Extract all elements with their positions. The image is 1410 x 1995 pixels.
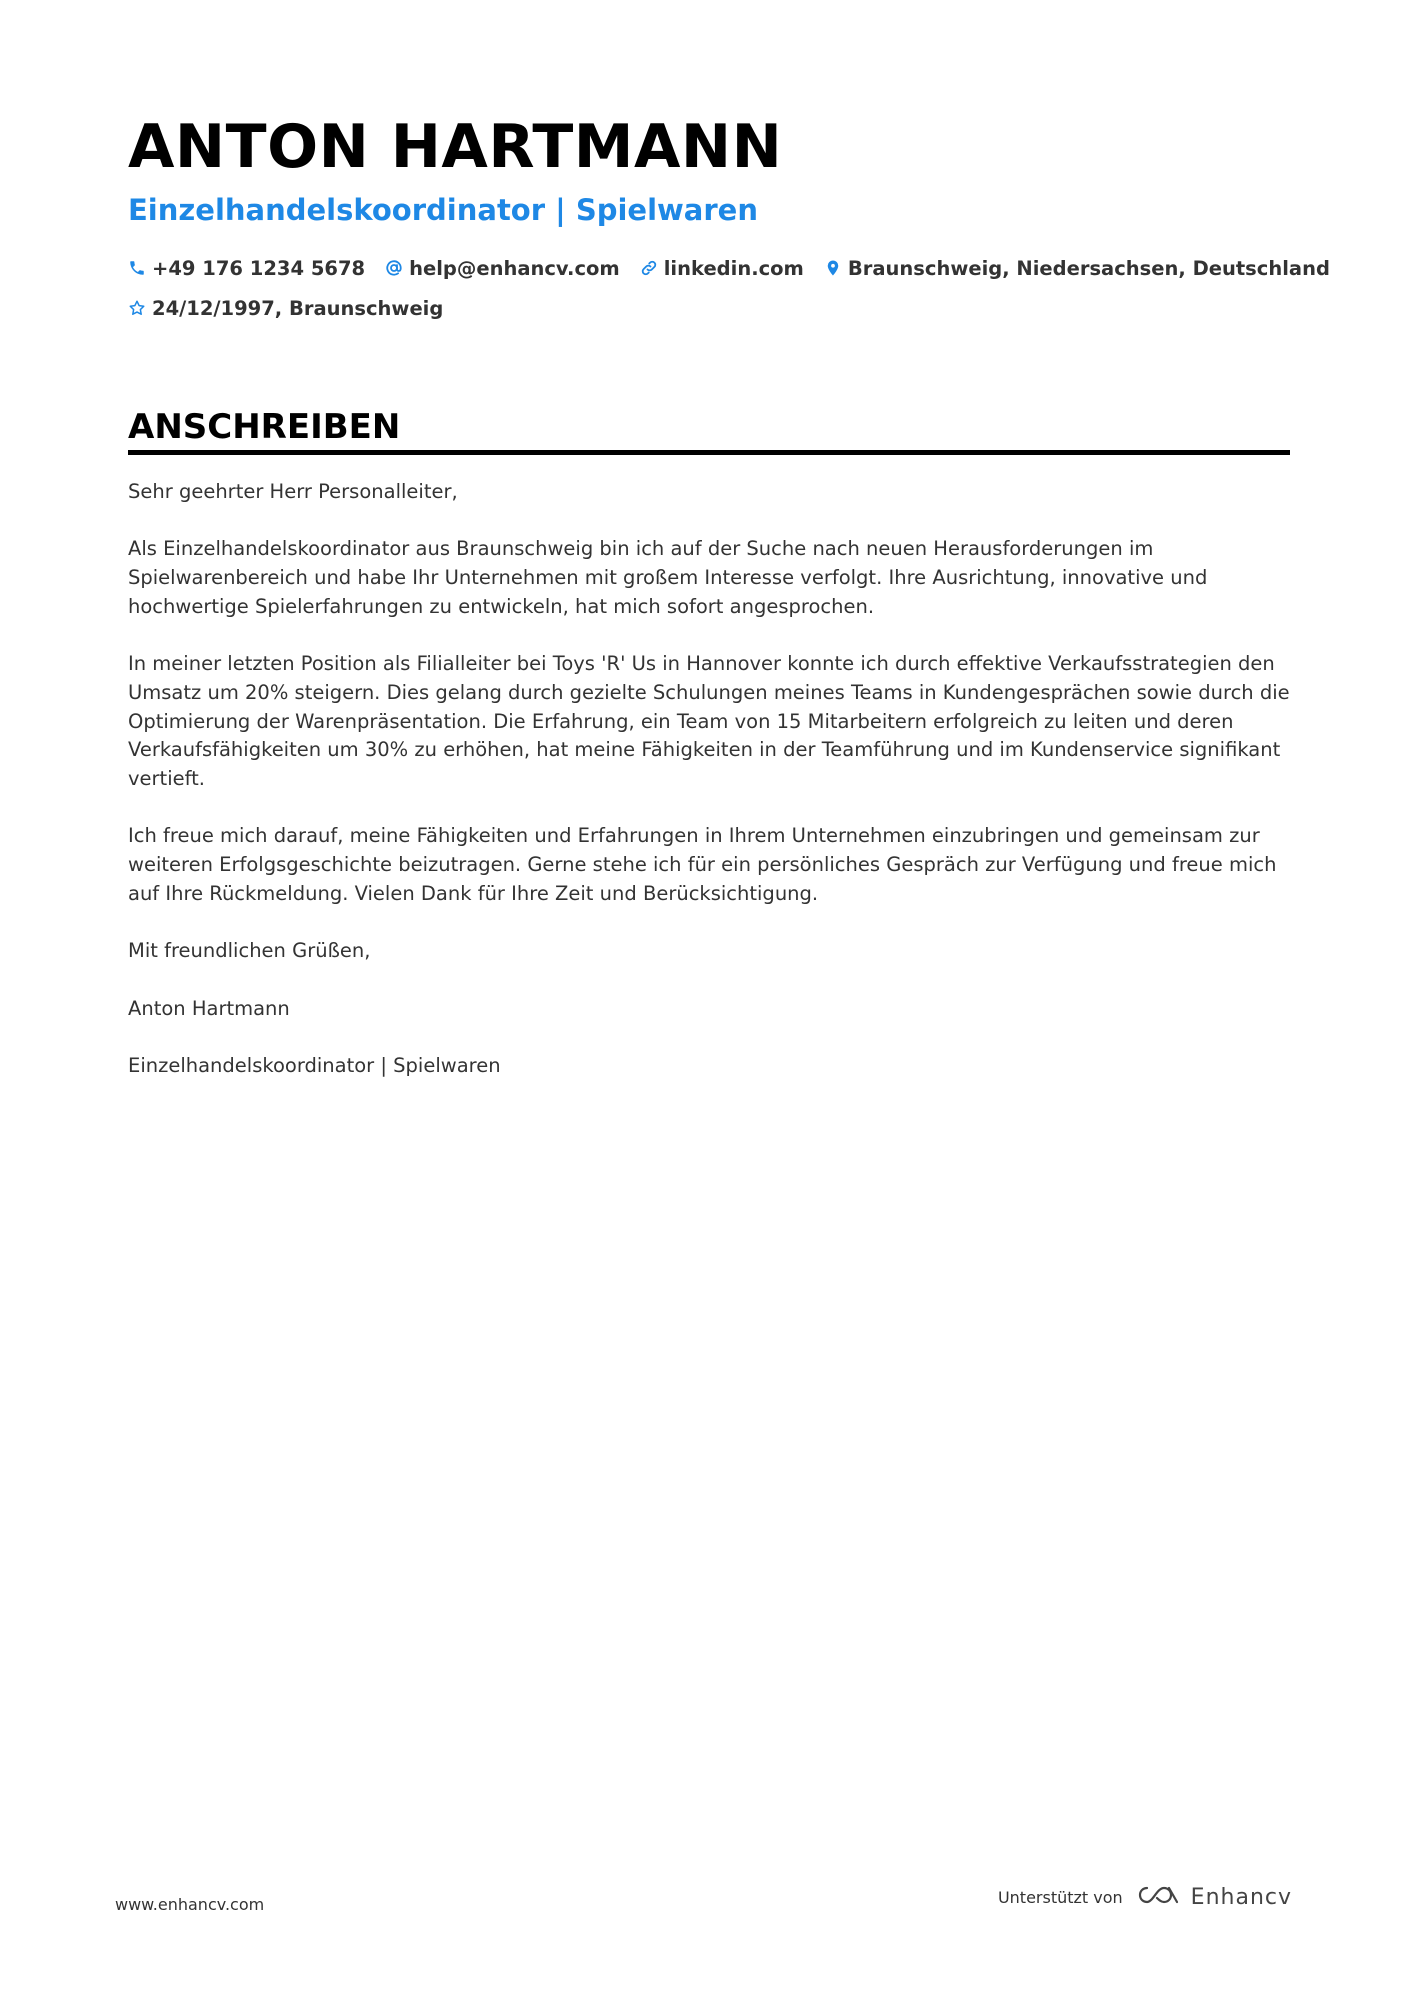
powered-by-label: Unterstützt von xyxy=(997,1887,1123,1907)
infinity-logo-icon xyxy=(1135,1882,1191,1912)
section-title: ANSCHREIBEN xyxy=(128,407,401,447)
letter-body xyxy=(128,478,1290,1109)
footer-branding[interactable] xyxy=(998,1882,1292,1912)
contact-info xyxy=(128,252,1330,332)
birth-text: 24/12/1997, Braunschweig xyxy=(152,296,444,320)
letter-paragraph: Als Einzelhandelskoordinator aus Braunschweig bin ich auf der Suche nach neuen Herausforderungen im Spielwarenbereich und habe Ihr Unternehmen mit großem Interesse verfolgt. Ihre Ausrichtung, innovative und hochwertige Spielerfahrungen zu entwickeln, hat mich sofort angesprochen. xyxy=(128,537,1208,618)
contact-row-1 xyxy=(128,252,1330,284)
letter-paragraph: In meiner letzten Position als Filialleiter bei Toys 'R' Us in Hannover konnte ich durch effektive Verkaufsstrategien den Umsatz um 20% steigern. Dies gelang durch gezielte Schulungen meines Teams in Kundengesprächen sowie durch die Optimierung der Warenpräsentation. Die Erfahrung, ein Team von 15 Mitarbeitern erfolgreich zu leiten und deren Verkaufsfähigkeiten um 30% zu erhöhen, hat meine Fähigkeiten in der Teamführung und im Kundenservice signifikant vertieft. xyxy=(128,652,1290,790)
contact-location xyxy=(824,257,1330,280)
location-text: Braunschweig, Niedersachsen, Deutschland xyxy=(847,256,1330,280)
letter-closing: Mit freundlichen Grüßen, xyxy=(128,939,371,963)
candidate-title: Einzelhandelskoordinator | Spielwaren xyxy=(128,193,758,227)
section-divider xyxy=(128,450,1290,455)
brand-name: Enhancv xyxy=(1190,1884,1292,1910)
letter-paragraph: Ich freue mich darauf, meine Fähigkeiten und Erfahrungen in Ihrem Unternehmen einzubringen und gemeinsam zur weiteren Erfolgsgeschichte beizutragen. Gerne stehe ich für ein persönliches Gespräch zur Verfügung und freue mich auf Ihre Rückmeldung. Vielen Dank für Ihre Zeit und Berücksichtigung. xyxy=(128,824,1277,905)
footer-website[interactable]: www.enhancv.com xyxy=(115,1895,265,1914)
contact-row-2 xyxy=(128,292,1290,324)
email-text[interactable]: help@enhancv.com xyxy=(409,256,620,280)
contact-phone xyxy=(128,257,365,280)
candidate-name: ANTON HARTMANN xyxy=(128,112,783,182)
contact-birth xyxy=(128,297,443,320)
phone-text: +49 176 1234 5678 xyxy=(152,256,366,280)
location-pin-icon xyxy=(824,259,842,277)
linkedin-text[interactable]: linkedin.com xyxy=(663,256,804,280)
phone-icon xyxy=(128,259,146,277)
at-icon xyxy=(385,259,403,277)
contact-linkedin[interactable] xyxy=(640,257,804,280)
star-icon xyxy=(128,299,146,317)
contact-email[interactable] xyxy=(385,257,620,280)
signature-name: Anton Hartmann xyxy=(128,996,290,1020)
letter-salutation: Sehr geehrter Herr Personalleiter, xyxy=(128,480,458,503)
signature-title: Einzelhandelskoordinator | Spielwaren xyxy=(128,1053,501,1077)
link-icon xyxy=(640,259,658,277)
